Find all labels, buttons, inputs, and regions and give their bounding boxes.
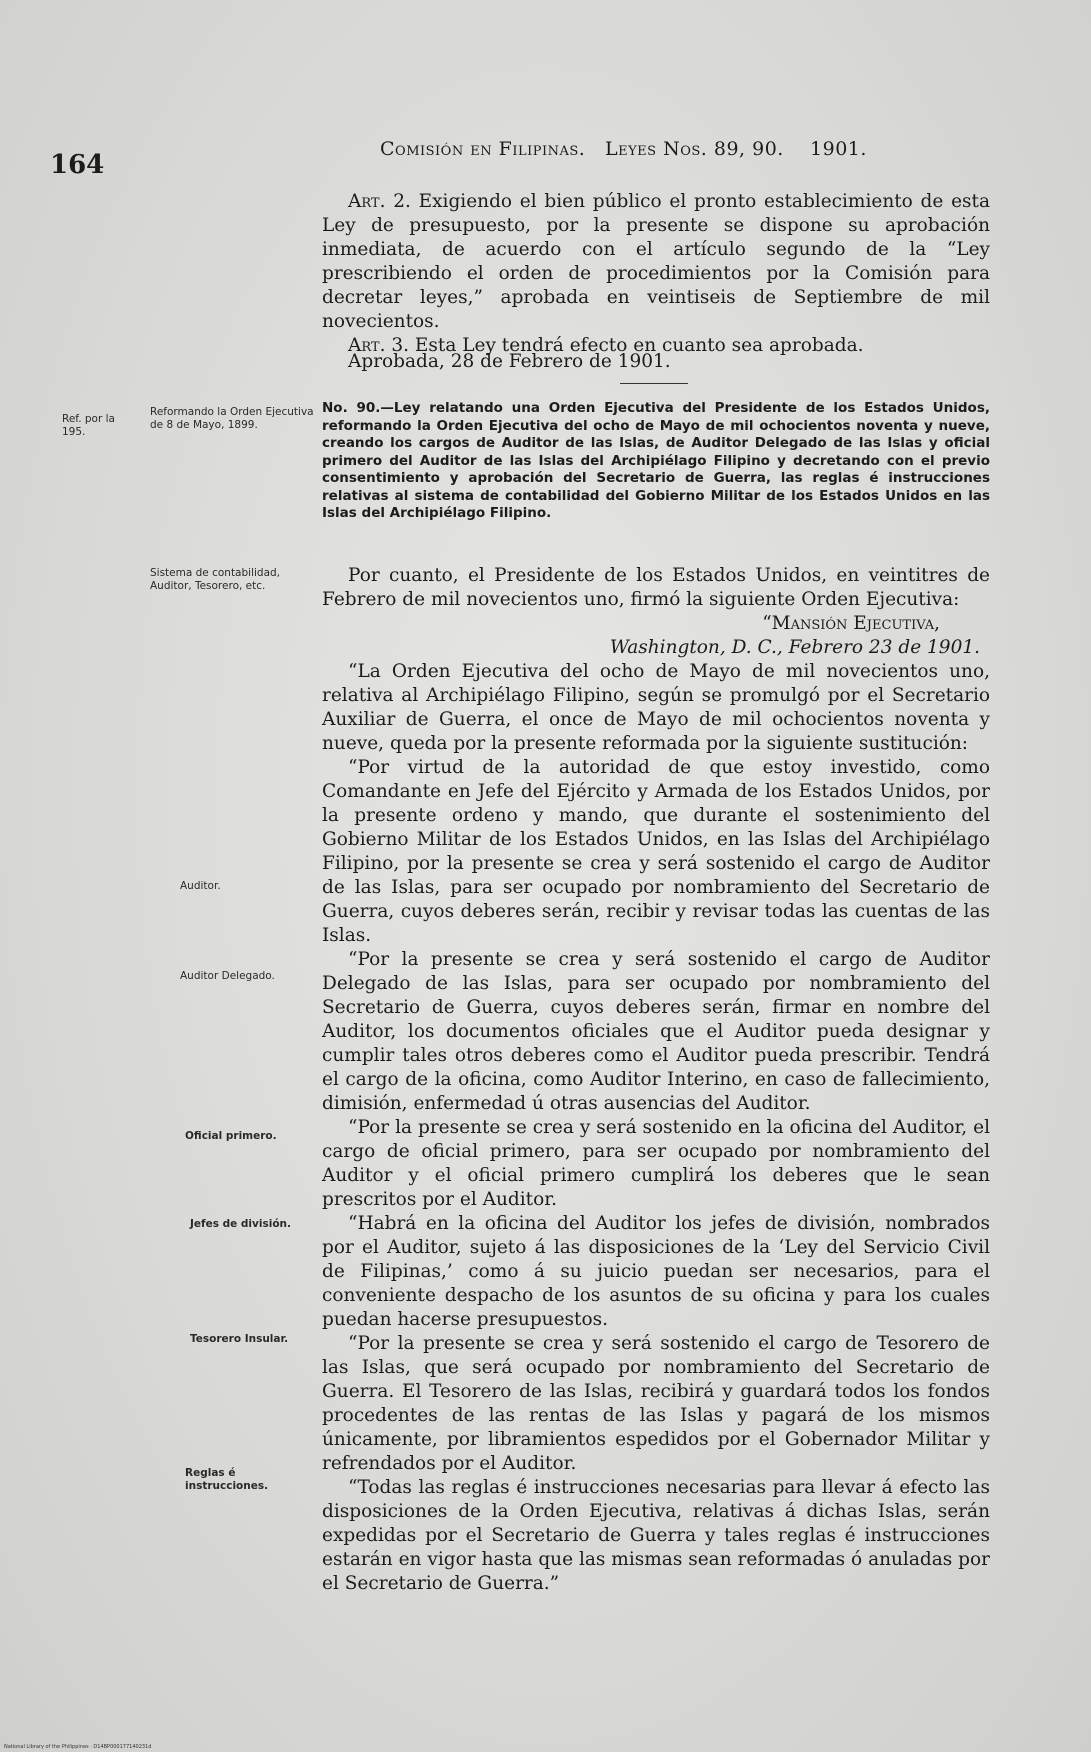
running-header [380, 138, 867, 160]
article-2-text: Exigiendo el bien público el pronto establecimiento de esta Ley de presupuesto, por la presente se dispone su aprobación inmediata, de acuerdo con el artículo segundo de la “Ley prescribiendo el orden de procedimientos por la Comisión para decretar leyes,” aprobada en veintiseis de Septiembre de mil novecientos. [322, 191, 990, 332]
margin-note-reglas: Reglas é instrucciones. [185, 1467, 269, 1492]
order-paragraph-7: “Todas las reglas é instrucciones necesarias para llevar á efecto las disposiciones de la Orden Ejecutiva, relativas á dichas Islas, serán expedidas por el Secretario de Guerra y tales reglas é instrucciones estarán en vigor hasta que las mismas sean reformadas ó anuladas por el Secretario de Guerra.” [322, 1477, 990, 1594]
law-90-title: Ley relatando una Orden Ejecutiva del Presidente de los Estados Unidos, reformando la Orden Ejecutiva del ocho de Mayo de mil ochocientos noventa y nueve, creando los cargos de Auditor de las Islas, de Auditor Delegado de las Islas y oficial primero del Auditor de las Islas del Archipiélago Filipino y decretando con el previo consentimiento y aprobación del Secretario de Guerra, las reglas é instrucciones relativas al sistema de contabilidad del Gobierno Militar de los Estados Unidos en las Islas del Archipiélago Filipino. [322, 400, 990, 521]
section-divider [620, 383, 688, 384]
article-3-label: Art. 3. [348, 335, 410, 356]
approval-line: Aprobada, 28 de Febrero de 1901. [348, 351, 671, 372]
approval-line-block [322, 350, 990, 374]
order-paragraph-2: “Por virtud de la autoridad de que estoy investido, como Comandante en Jefe del Ejército y Armada de los Estados Unidos, por la presente ordeno y mando, que durante el sostenimiento del Gobierno Militar de los Estados Unidos, en las Islas del Archipiélago Filipino, por la presente se crea y será sostenido el cargo de Auditor de las Islas, para ser ocupado por nombramiento del Secretario de Guerra, cuyos deberes serán, recibir y revisar todas las cuentas de las Islas. [322, 757, 990, 946]
margin-note-auditor: Auditor. [180, 880, 221, 892]
margin-note-oficial-primero: Oficial primero. [185, 1130, 277, 1142]
law-90-number: No. 90.— [322, 400, 394, 416]
article-2 [322, 190, 990, 334]
order-paragraph-5: “Habrá en la oficina del Auditor los jefes de división, nombrados por el Auditor, sujeto á las disposiciones de la ‘Ley del Servicio Civil de Filipinas,’ como á su juicio puedan ser necesarios, para el conveniente despacho de los asuntos de su oficina y para los cuales puedan hacerse presupuestos. [322, 1213, 990, 1330]
order-paragraph-6: “Por la presente se crea y será sostenido el cargo de Tesorero de las Islas, que será ocupado por nombramiento del Secretario de Guerra. El Tesorero de las Islas, recibirá y guardará todos los fondos procedentes de las rentas de las Islas y pagará de los mismos únicamente, por libramientos espedidos por el Gobernador Militar y refrendados por el Auditor. [322, 1333, 990, 1474]
articles-block [322, 190, 990, 358]
library-footer: National Library of the Philippines · D14BP000177140231d [4, 1744, 152, 1750]
running-title-year: 1901. [810, 138, 867, 160]
order-paragraph-4: “Por la presente se crea y será sostenido en la oficina del Auditor, el cargo de oficial primero, para ser ocupado por nombramiento del Auditor y el oficial primero cumplirá los deberes que le sean prescritos por el Auditor. [322, 1117, 990, 1210]
margin-note-jefes: Jefes de división. [190, 1218, 292, 1230]
margin-note-reformando: Reformando la Orden Ejecutiva de 8 de Mayo, 1899. [150, 406, 314, 431]
margin-note-ref: Ref. por la 195. [62, 413, 115, 438]
margin-note-sistema: Sistema de contabilidad, Auditor, Tesorero, etc. [150, 567, 281, 592]
page-number: 164 [50, 150, 105, 180]
running-title-commission: Comisión en Filipinas. [380, 138, 586, 160]
main-text [322, 564, 990, 1596]
dateline: Washington, D. C., Febrero 23 de 1901. [609, 637, 980, 658]
article-3-text: Esta Ley tendrá efecto en cuanto sea aprobada. [409, 335, 864, 356]
margin-note-tesorero: Tesorero Insular. [190, 1333, 289, 1345]
law-90-heading [322, 400, 990, 523]
order-paragraph-3: “Por la presente se crea y será sostenido el cargo de Auditor Delegado de las Islas, para ser ocupado por nombramiento del Secretario de Guerra, cuyos deberes serán, firmar en nombre del Auditor, los documentos oficiales que el Auditor pueda designar y cumplir tales otros deberes como el Auditor pueda prescribir. Tendrá el cargo de la oficina, como Auditor Interino, en caso de fallecimiento, dimisión, enfermedad ú otras ausencias del Auditor. [322, 949, 990, 1114]
running-title-laws: Leyes Nos. 89, 90. [604, 138, 784, 160]
order-paragraph-1: “La Orden Ejecutiva del ocho de Mayo de mil novecientos uno, relativa al Archipiélago Filipino, según se promulgó por el Secretario Auxiliar de Guerra, el once de Mayo de mil ochocientos noventa y nueve, queda por la presente reformada por la siguiente sustitución: [322, 661, 990, 754]
margin-note-auditor-delegado: Auditor Delegado. [180, 970, 275, 982]
mansion-heading: “Mansión Ejecutiva, [762, 613, 940, 634]
preamble: Por cuanto, el Presidente de los Estados Unidos, en veintitres de Febrero de mil novecientos uno, firmó la siguiente Orden Ejecutiva: [322, 565, 990, 610]
article-2-label: Art. 2. [348, 191, 411, 212]
